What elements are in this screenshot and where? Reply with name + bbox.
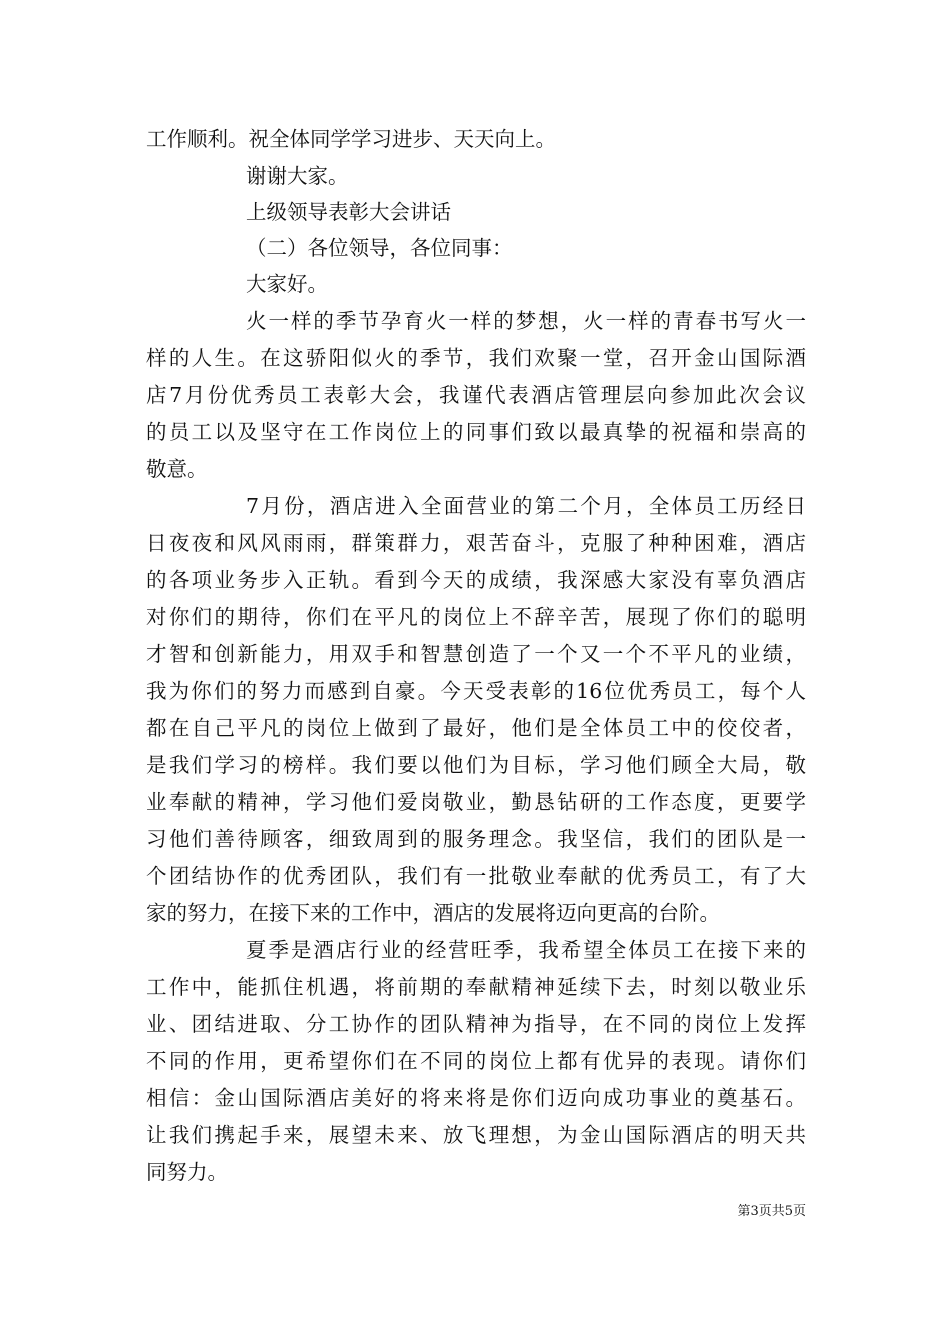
text-line: 对你们的期待，你们在平凡的岗位上不辞辛苦，展现了你们的聪明 <box>146 605 806 629</box>
text-line: 大家好。 <box>246 272 328 296</box>
text-line: 家的努力，在接下来的工作中，酒店的发展将迈向更高的台阶。 <box>146 901 720 925</box>
text-line: 的各项业务步入正轨。看到今天的成绩，我深感大家没有辜负酒店 <box>146 568 806 592</box>
text-line: 都在自己平凡的岗位上做到了最好，他们是全体员工中的佼佼者， <box>146 716 806 740</box>
text-line: 火一样的季节孕育火一样的梦想，火一样的青春书写火一 <box>246 309 806 333</box>
text-line: 是我们学习的榜样。我们要以他们为目标，学习他们顾全大局，敬 <box>146 753 806 777</box>
text-line: 业奉献的精神，学习他们爱岗敬业，勤恳钻研的工作态度，更要学 <box>146 790 806 814</box>
text-line: 工作顺利。祝全体同学学习进步、天天向上。 <box>146 127 556 151</box>
text-line: 习他们善待顾客，细致周到的服务理念。我坚信，我们的团队是一 <box>146 827 806 851</box>
text-line: 样的人生。在这骄阳似火的季节，我们欢聚一堂，召开金山国际酒 <box>146 346 806 370</box>
text-line: 7月份，酒店进入全面营业的第二个月，全体员工历经日 <box>246 494 806 518</box>
text-line: 个团结协作的优秀团队，我们有一批敬业奉献的优秀员工，有了大 <box>146 864 806 888</box>
text-line: 让我们携起手来，展望未来、放飞理想，为金山国际酒店的明天共 <box>146 1123 806 1147</box>
text-line: 敬意。 <box>146 457 208 481</box>
text-line: 谢谢大家。 <box>246 164 349 188</box>
page-number: 第3页共5页 <box>737 1204 806 1219</box>
text-line: 店7月份优秀员工表彰大会，我谨代表酒店管理层向参加此次会议 <box>146 383 806 407</box>
text-line: 的员工以及坚守在工作岗位上的同事们致以最真挚的祝福和崇高的 <box>146 420 806 444</box>
text-line: 同努力。 <box>146 1160 228 1184</box>
text-line: 我为你们的努力而感到自豪。今天受表彰的16位优秀员工，每个人 <box>146 679 806 703</box>
section-title: 上级领导表彰大会讲话 <box>246 200 451 224</box>
text-line: 相信：金山国际酒店美好的将来将是你们迈向成功事业的奠基石。 <box>146 1086 806 1110</box>
text-line: 夏季是酒店行业的经营旺季，我希望全体员工在接下来的 <box>246 938 806 962</box>
text-line: 工作中，能抓住机遇，将前期的奉献精神延续下去，时刻以敬业乐 <box>146 975 806 999</box>
text-line: 业、团结进取、分工协作的团队精神为指导，在不同的岗位上发挥 <box>146 1012 806 1036</box>
salutation: （二）各位领导，各位同事： <box>246 236 513 260</box>
text-line: 才智和创新能力，用双手和智慧创造了一个又一个不平凡的业绩， <box>146 642 806 666</box>
text-line: 日夜夜和风风雨雨，群策群力，艰苦奋斗，克服了种种困难，酒店 <box>146 531 806 555</box>
text-line: 不同的作用，更希望你们在不同的岗位上都有优异的表现。请你们 <box>146 1049 806 1073</box>
